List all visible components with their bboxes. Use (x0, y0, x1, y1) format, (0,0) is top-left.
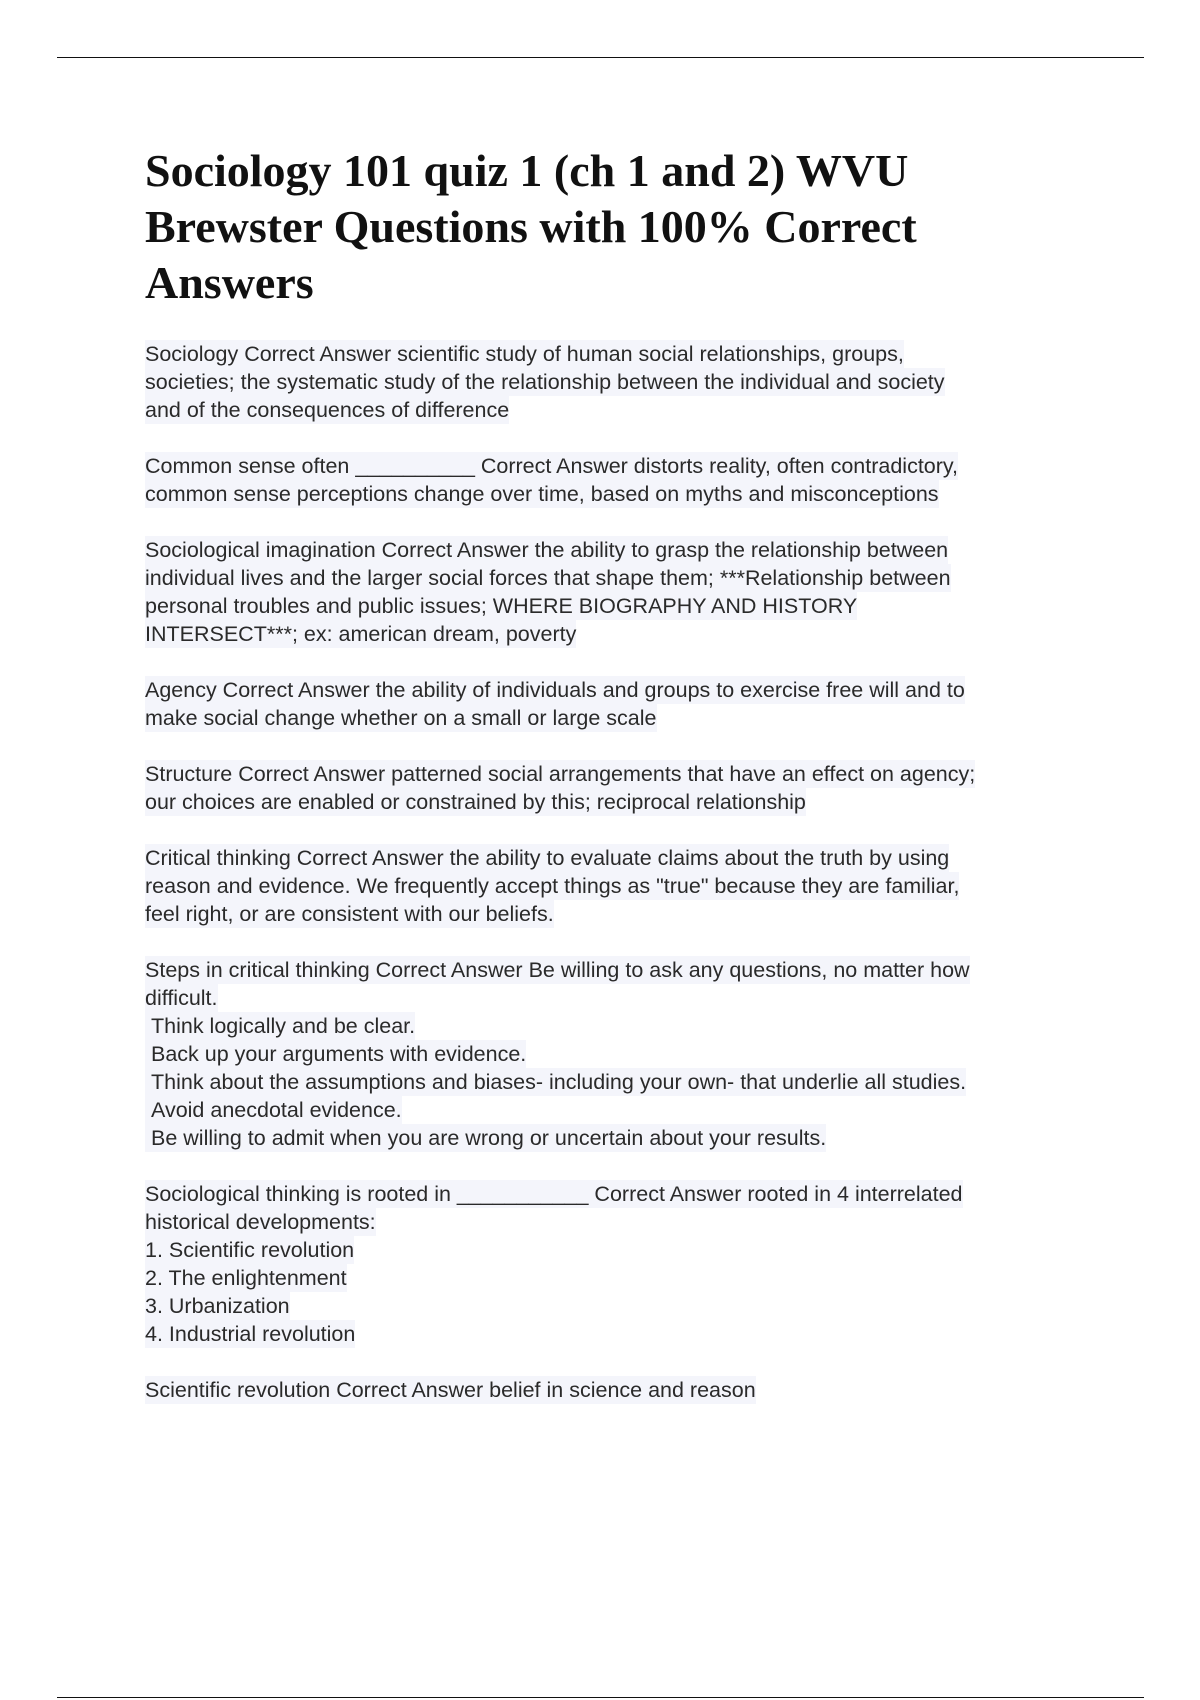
qa-entry-agency (145, 676, 1085, 732)
qa-line: Agency Correct Answer the ability of individuals and groups to exercise free will and to (145, 678, 965, 702)
qa-line: and of the consequences of difference (145, 398, 510, 422)
qa-line: Back up your arguments with evidence. (145, 1040, 526, 1068)
qa-entry-scientific-revolution (145, 1376, 1085, 1404)
qa-line: 2. The enlightenment (145, 1266, 347, 1290)
qa-line: Avoid anecdotal evidence. (145, 1096, 402, 1124)
qa-line: Sociology Correct Answer scientific study of human social relationships, groups, (145, 342, 904, 366)
qa-entry-sociological-imagination (145, 536, 1085, 648)
title-line: Sociology 101 quiz 1 (ch 1 and 2) WVU (145, 145, 909, 196)
qa-line: Critical thinking Correct Answer the ability to evaluate claims about the truth by using (145, 846, 950, 870)
qa-entry-steps-critical-thinking (145, 956, 1085, 1152)
qa-line: Sociological imagination Correct Answer the ability to grasp the relationship between (145, 538, 949, 562)
title-line: Answers (145, 257, 314, 308)
qa-line: 3. Urbanization (145, 1294, 290, 1318)
title-line: Brewster Questions with 100% Correct (145, 201, 917, 252)
qa-line: Be willing to admit when you are wrong or uncertain about your results. (145, 1124, 826, 1152)
qa-line: Think about the assumptions and biases- including your own- that underlie all studies. (145, 1068, 966, 1096)
qa-entry-critical-thinking (145, 844, 1085, 928)
qa-entry-common-sense (145, 452, 1085, 508)
qa-line: reason and evidence. We frequently accept things as "true" because they are familiar, (145, 874, 960, 898)
qa-line: personal troubles and public issues; WHERE BIOGRAPHY AND HISTORY (145, 594, 858, 618)
qa-line: historical developments: (145, 1210, 376, 1234)
qa-line: make social change whether on a small or large scale (145, 706, 657, 730)
qa-entry-structure (145, 760, 1085, 816)
qa-entry-sociology (145, 340, 1085, 424)
qa-entry-sociological-thinking (145, 1180, 1085, 1348)
qa-line: 1. Scientific revolution (145, 1238, 355, 1262)
qa-line: Steps in critical thinking Correct Answer Be willing to ask any questions, no matter how (145, 958, 970, 982)
qa-line: individual lives and the larger social forces that shape them; ***Relationship between (145, 566, 951, 590)
qa-line: societies; the systematic study of the relationship between the individual and society (145, 370, 945, 394)
qa-line: difficult. (145, 986, 218, 1010)
bottom-rule (57, 1697, 1144, 1698)
qa-line: our choices are enabled or constrained by this; reciprocal relationship (145, 790, 806, 814)
qa-line: 4. Industrial revolution (145, 1322, 356, 1346)
qa-line: INTERSECT***; ex: american dream, poverty (145, 622, 577, 646)
qa-line: Think logically and be clear. (145, 1012, 415, 1040)
qa-line: Common sense often __________ Correct Answer distorts reality, often contradictory, (145, 454, 959, 478)
qa-line: Sociological thinking is rooted in ___________ Correct Answer rooted in 4 interrelated (145, 1182, 963, 1206)
document-title (145, 143, 1075, 311)
top-rule (57, 57, 1144, 58)
qa-line: Scientific revolution Correct Answer belief in science and reason (145, 1378, 756, 1402)
qa-line: feel right, or are consistent with our beliefs. (145, 902, 554, 926)
qa-list (145, 340, 1085, 1432)
qa-line: Structure Correct Answer patterned social arrangements that have an effect on agency; (145, 762, 976, 786)
qa-line: common sense perceptions change over time, based on myths and misconceptions (145, 482, 939, 506)
